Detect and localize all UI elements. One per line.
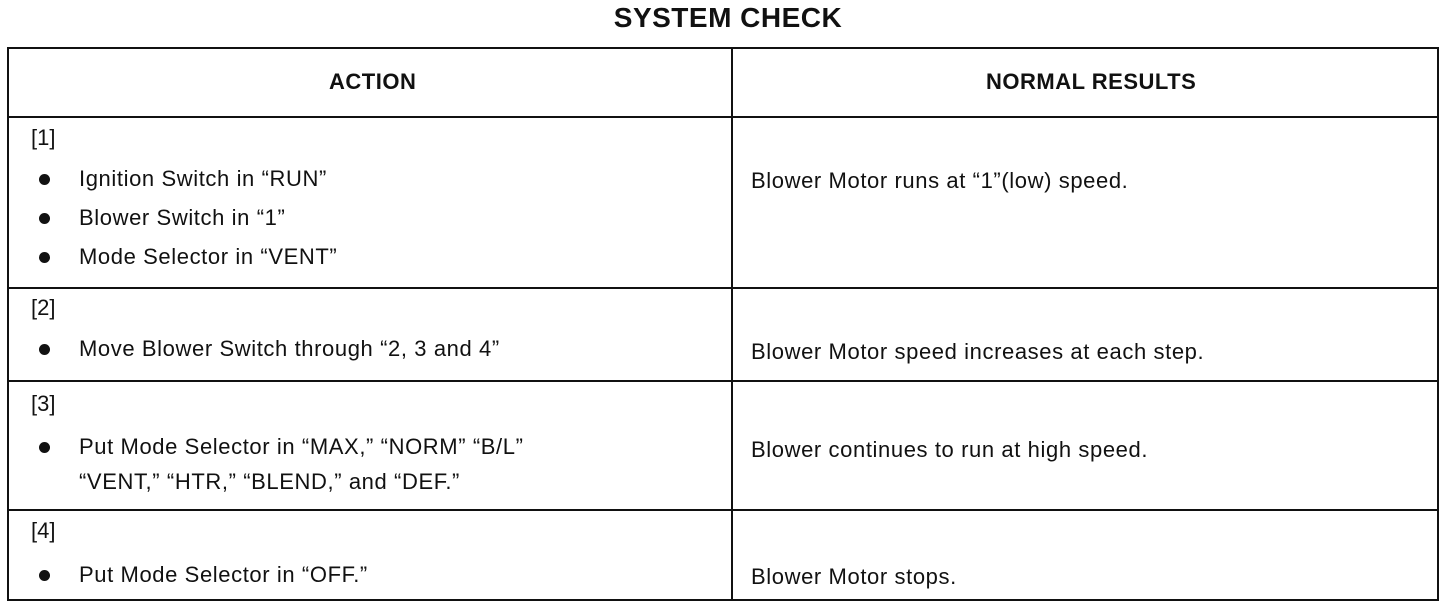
action-text: Mode Selector in “VENT” [79,244,338,269]
row-divider [9,287,1437,289]
column-divider [731,49,733,599]
step-number: [1] [31,125,56,150]
row-divider [9,509,1437,511]
action-text: “VENT,” “HTR,” “BLEND,” and “DEF.” [79,469,460,494]
header-action: ACTION [329,69,417,94]
result-text: Blower Motor speed increases at each step. [751,339,1205,364]
action-text: Ignition Switch in “RUN” [79,166,327,191]
action-text: Put Mode Selector in “OFF.” [79,562,368,587]
step-number: [3] [31,391,56,416]
bullet-icon [39,174,50,185]
action-text: Put Mode Selector in “MAX,” “NORM” “B/L” [79,434,524,459]
step-number: [2] [31,295,56,320]
page-title: SYSTEM CHECK [613,2,843,33]
result-text: Blower continues to run at high speed. [751,437,1149,462]
action-text: Move Blower Switch through “2, 3 and 4” [79,336,500,361]
row-divider [9,380,1437,382]
result-text: Blower Motor runs at “1”(low) speed. [751,168,1129,193]
bullet-icon [39,252,50,263]
header-normal-results: NORMAL RESULTS [986,69,1197,94]
result-text: Blower Motor stops. [751,564,957,589]
header-divider [9,116,1437,118]
system-check-table [7,47,1439,601]
action-text: Blower Switch in “1” [79,205,286,230]
bullet-icon [39,344,50,355]
bullet-icon [39,213,50,224]
bullet-icon [39,570,50,581]
step-number: [4] [31,518,56,543]
bullet-icon [39,442,50,453]
